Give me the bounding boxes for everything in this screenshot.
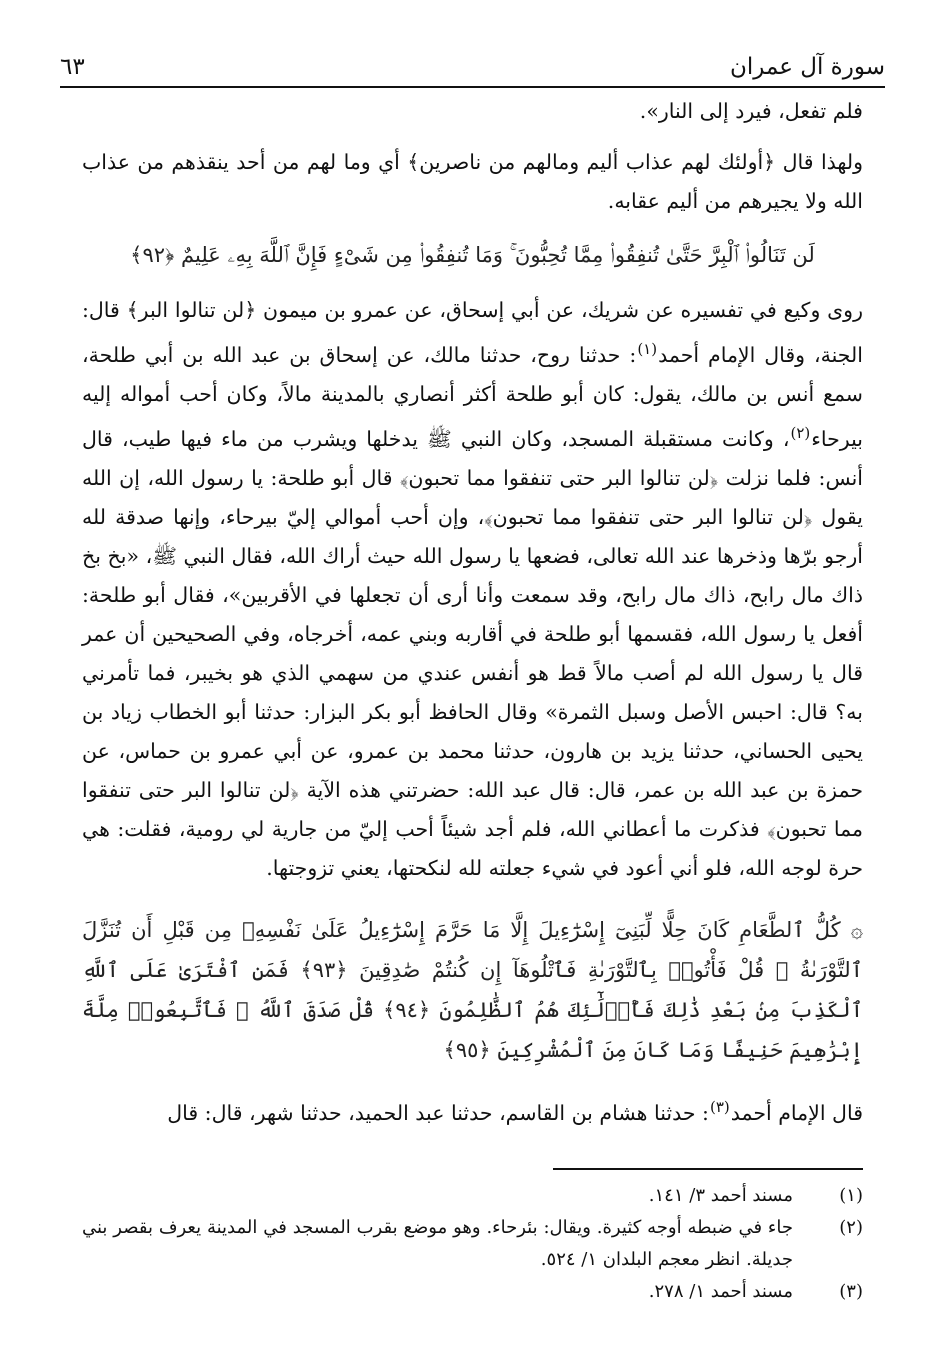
footnotes <box>82 1180 863 1308</box>
footnote-marker-3: (٣) <box>709 1097 730 1116</box>
paragraph-1: فلم تفعل، فيرد إلى النار». <box>639 99 863 123</box>
footnote-text: مسند أحمد ١/ ٢٧٨. <box>648 1281 793 1302</box>
main-text <box>82 92 863 1132</box>
footnote-text: جاء في ضبطه أوجه كثيرة. ويقال: بئرحاء. وهو موضع بقرب المسجد في المدينة يعرف بقصر بني جديلة. انظر معجم البلدان ١/ ٥٢٤. <box>82 1217 793 1270</box>
quran-verses-93-95: ۞ كُلُّ ٱلطَّعَامِ كَانَ حِلًّا لِّبَنِىٓ إِسْرَٰٓءِيلَ إِلَّا مَا حَرَّمَ إِسْرَٰٓءِيلُ عَلَىٰ نَفْسِهِۦ مِن قَبْلِ أَن تُنَزَّلَ ٱلتَّوْرَىٰةُ ۗ قُلْ فَأْتُوا۟ بِٱلتَّوْرَىٰةِ فَٱتْلُوهَآ إِن كُنتُمْ صَٰدِقِينَ ﴿٩٣﴾ فَمَنِ ٱفْتَرَىٰ عَلَى ٱللَّهِ ٱلْكَذِبَ مِنۢ بَعْدِ ذَٰلِكَ فَأُو۟لَٰٓئِكَ هُمُ ٱلظَّٰلِمُونَ ﴿٩٤﴾ قُلْ صَدَقَ ٱللَّهُ ۗ فَٱتَّبِعُوا۟ مِلَّةَ إِبْرَٰهِيمَ حَنِيفًا وَمَا كَانَ مِنَ ٱلْمُشْرِكِينَ ﴿٩٥﴾ <box>82 917 863 1062</box>
footnote-3 <box>82 1276 863 1308</box>
paragraph-4 <box>82 1088 863 1133</box>
quran-verse-92: لَن تَنَالُوا۟ ٱلْبِرَّ حَتَّىٰ تُنفِقُوا۟ مِمَّا تُحِبُّونَ ۚ وَمَا تُنفِقُوا۟ مِن شَىْءٍ فَإِنَّ ٱللَّهَ بِهِۦ عَلِيمٌ ﴿٩٢﴾ <box>130 243 815 267</box>
footnote-1 <box>82 1180 863 1212</box>
page-number: ٦٣ <box>60 54 85 80</box>
paragraph-4-part-2: : حدثنا هشام بن القاسم، حدثنا عبد الحميد، حدثنا شهر، قال: قال <box>167 1100 709 1125</box>
paragraph-3-part-2: : حدثنا روح، حدثنا مالك، عن إسحاق بن عبد الله بن أبي طلحة، سمع أنس بن مالك، يقول: كان أبو طلحة أكثر أنصاري بالمدينة مالاً، وكان أحب أمواله إليه بيرحاء <box>82 342 863 451</box>
footnote-number: (١) <box>839 1185 863 1206</box>
footnote-text: مسند أحمد ٣/ ١٤١. <box>648 1185 793 1206</box>
surah-title: سورة آل عمران <box>729 54 885 80</box>
paragraph-3 <box>82 291 863 888</box>
paragraph-3-part-3: ، وكانت مستقبلة المسجد، وكان النبي ﷺ يدخلها ويشرب من ماء فيها طيب، قال أنس: فلما نزلت ﴿لن تنالوا البر حتى تنفقوا مما تحبون﴾ قال أبو طلحة: يا رسول الله، إن الله يقول ﴿لن تنالوا البر حتى تنفقوا مما تحبون﴾، وإن أحب أموالي إليّ بيرحاء، وإنها صدقة لله أرجو برّها وذخرها عند الله تعالى، فضعها يا رسول الله حيث أراك الله، فقال النبي ﷺ، «بخ بخ ذاك مال رابح، ذاك مال رابح، وقد سمعت وأنا أرى أن تجعلها في الأقربين»، فقال أبو طلحة: أفعل يا رسول الله، فقسمها أبو طلحة في أقاربه وبني عمه، أخرجاه، وفي الصحيحين أن عمر قال يا رسول الله لم أصب مالاً قط هو أنفس عندي من سهمي الذي هو بخيبر، فما تأمرني به؟ قال: احبس الأصل وسبل الثمرة» وقال الحافظ أبو بكر البزار: حدثنا أبو الخطاب زياد بن يحيى الحساني، حدثنا يزيد بن هارون، حدثنا محمد بن عمرو، عن أبي عمرو بن حماس، عن حمزة بن عبد الله بن عمر، قال: قال عبد الله: حضرتني هذه الآية ﴿لن تنالوا البر حتى تنفقوا مما تحبون﴾ فذكرت ما أعطاني الله، فلم أجد شيئاً أحب إليّ من جارية لي رومية، فقلت: هي حرة لوجه الله، فلو أني أعود في شيء جعلته لله لنكحتها، يعني تزوجتها. <box>82 426 863 880</box>
paragraph-2: ولهذا قال ﴿أولئك لهم عذاب أليم ومالهم من ناصرين﴾ أي وما لهم من أحد ينقذهم من عذاب الله ولا يجيرهم من أليم عقابه. <box>82 150 863 213</box>
footnote-number: (٣) <box>839 1281 863 1302</box>
footnote-separator <box>553 1168 863 1170</box>
footnote-number: (٢) <box>839 1217 863 1238</box>
footnote-2 <box>82 1212 863 1276</box>
paragraph-4-part-1: قال الإمام أحمد <box>730 1100 863 1125</box>
footnote-marker-1: (١) <box>637 340 658 358</box>
running-header <box>60 40 885 88</box>
paragraph-3-part-1: روى وكيع في تفسيره عن شريك، عن أبي إسحاق، عن عمرو بن ميمون ﴿لن تنالوا البر﴾ قال: الجنة، وقال الإمام أحمد <box>82 298 863 367</box>
footnote-marker-2: (٢) <box>790 423 811 442</box>
